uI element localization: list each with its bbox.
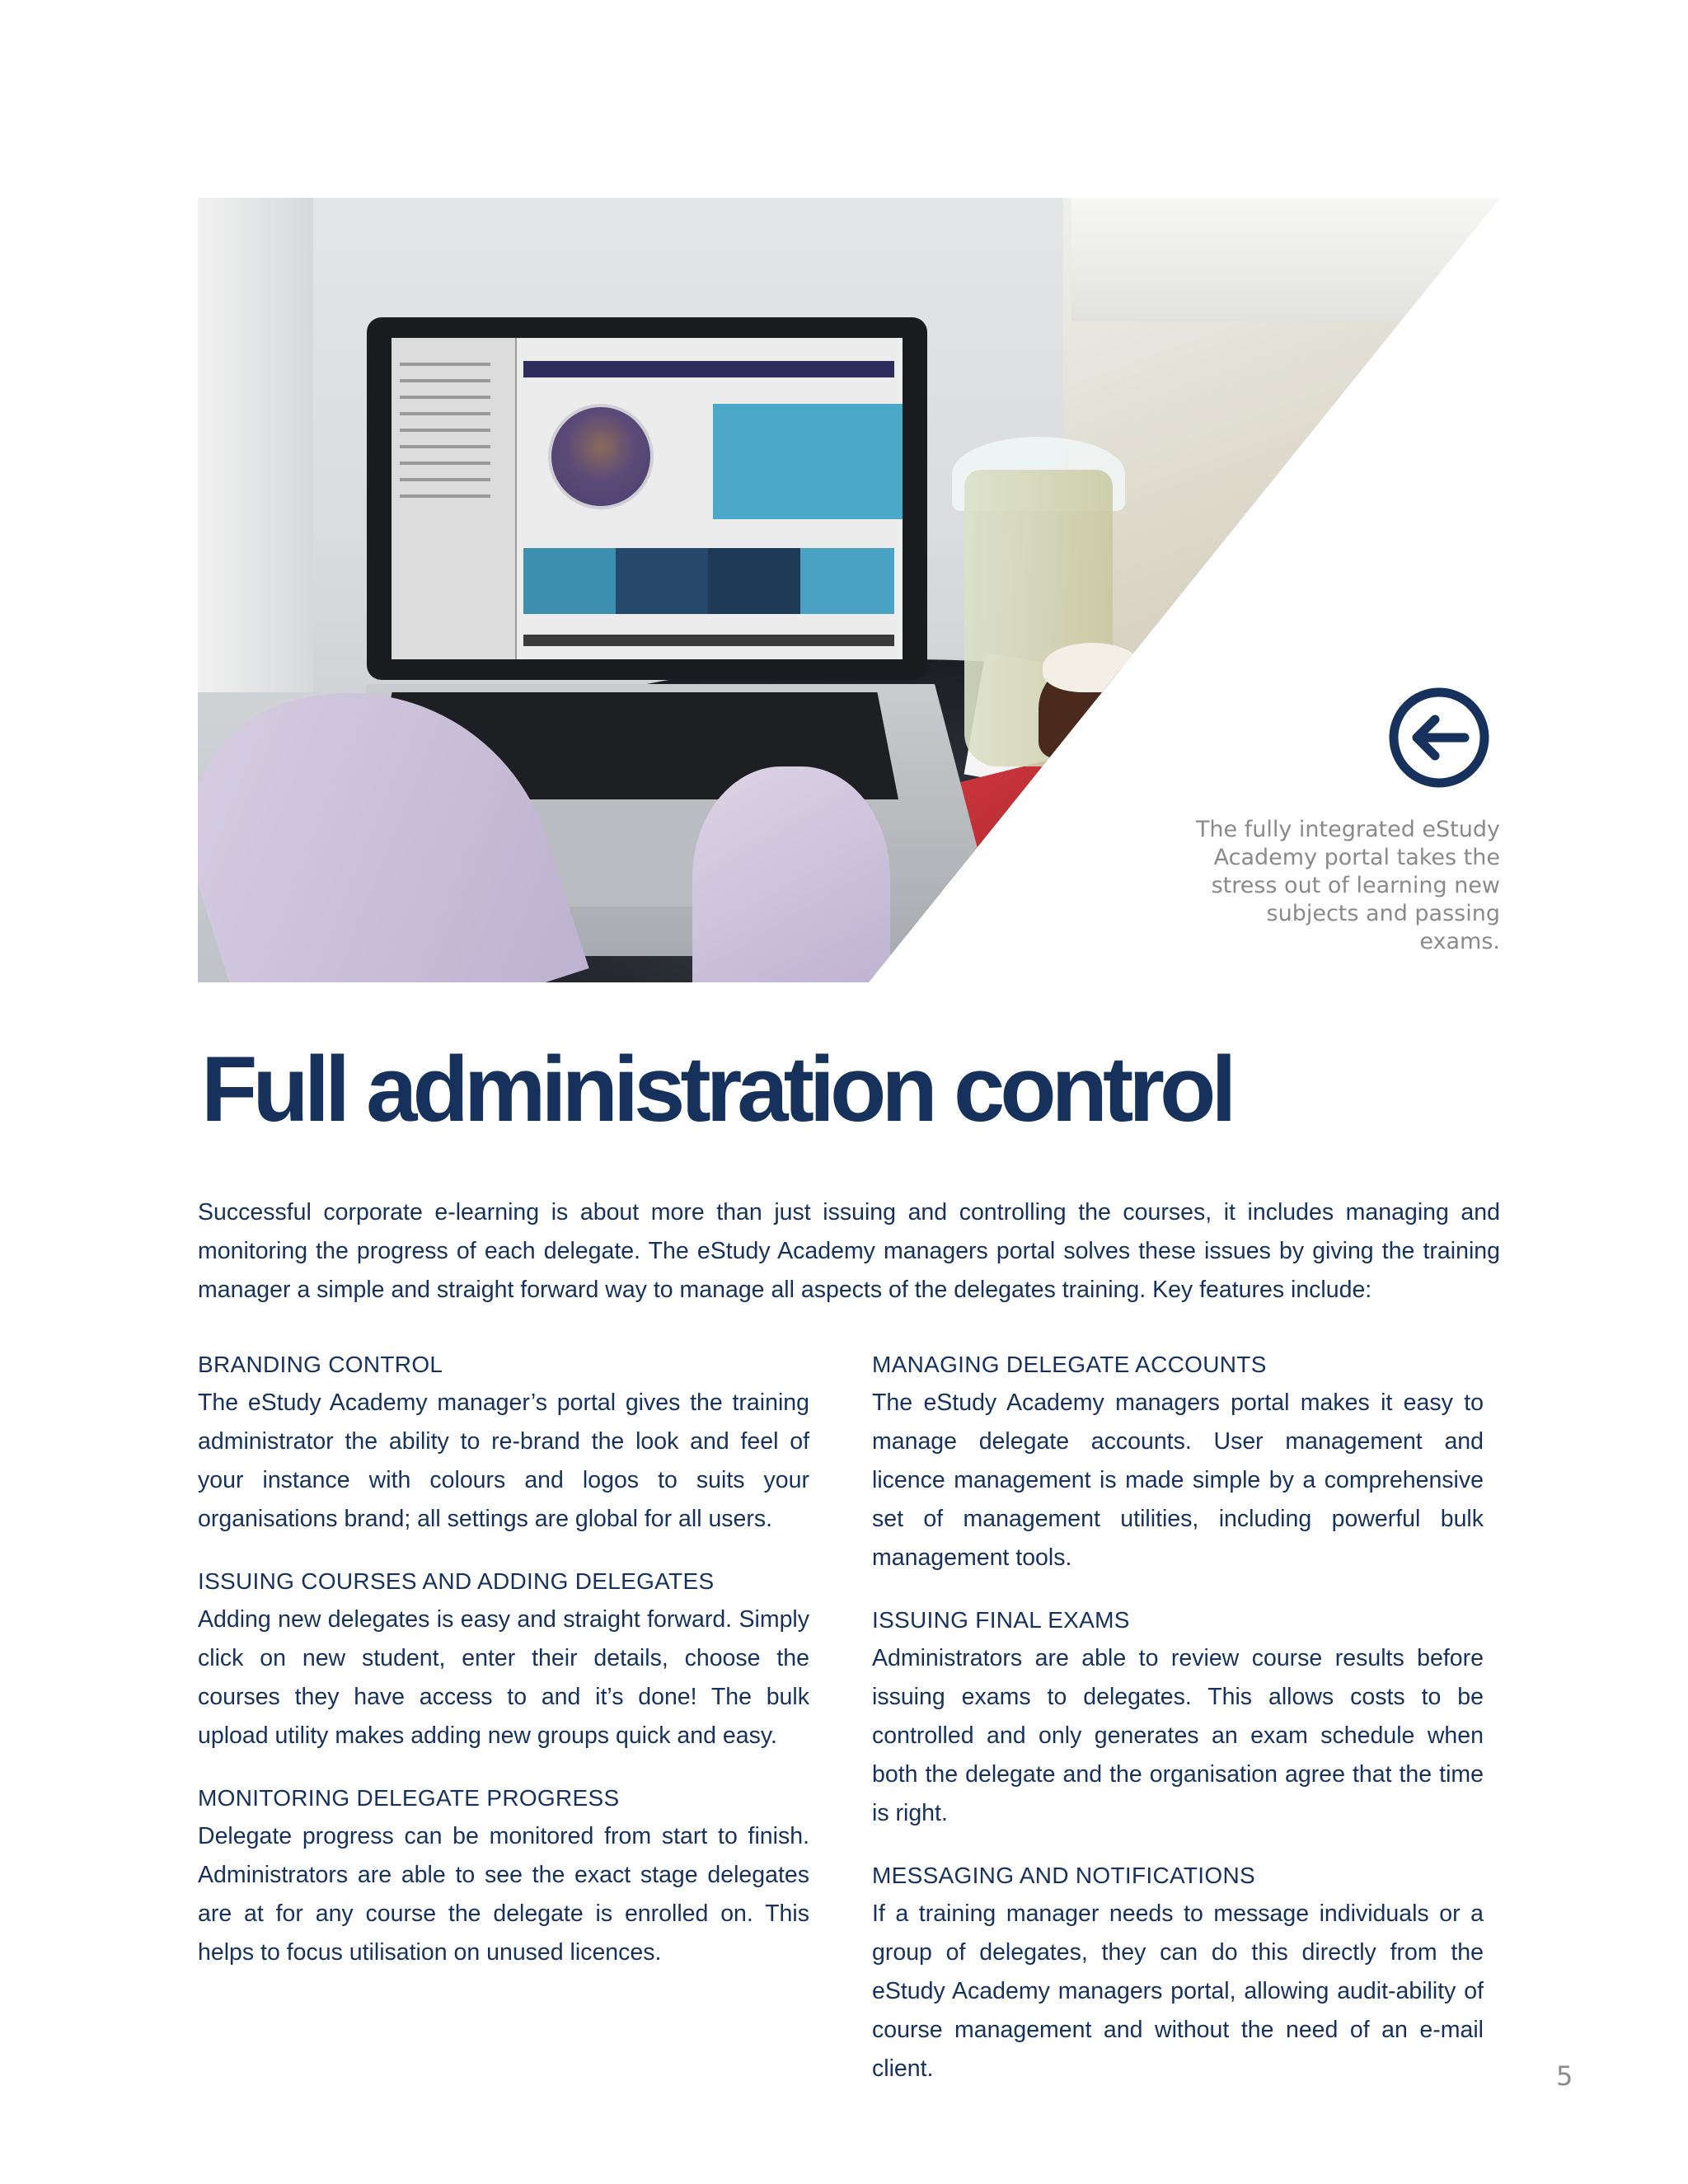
section-heading: MANAGING DELEGATE ACCOUNTS [872,1352,1267,1377]
section-messaging [872,1856,1484,2088]
photo-caption: The fully integrated eStudy Academy portal takes the stress out of learning new subjects and passing exams. [1195,817,1500,954]
section-body: Delegate progress can be monitored from start to finish. Administrators are able to see the exact stage delegates are at for any course the delegate is enrolled on. This helps to focus utilisation on unused licences. [198,1823,809,1966]
section-body: Administrators are able to review course results before issuing exams to delegates. This allows costs to be controlled and only generates an exam schedule when both the delegate and the organisation agree that the time is right. [872,1645,1484,1826]
left-column [198,1345,809,1995]
right-column [872,1345,1484,2111]
laptop-display [392,338,903,659]
section-heading: BRANDING CONTROL [198,1352,443,1377]
page-title: Full administration control [201,1038,1232,1141]
section-heading: ISSUING FINAL EXAMS [872,1607,1130,1633]
intro-paragraph: Successful corporate e-learning is about more than just issuing and controlling the courses, it includes managing and monitoring the progress of each delegate. The eStudy Academy managers portal solves these issues by giving the training manager a simple and straight forward way to manage all aspects of the delegates training. Key features include: [198,1199,1500,1303]
section-body: The eStudy Academy managers portal makes it easy to manage delegate accounts. User management and licence management is made simple by a comprehensive set of management utilities, including powerful bulk management tools. [872,1390,1484,1571]
section-heading: ISSUING COURSES AND ADDING DELEGATES [198,1568,715,1594]
section-body: If a training manager needs to message individuals or a group of delegates, they can do this directly from the eStudy Academy managers portal, allowing audit-ability of course management and without the need of an e-mail client. [872,1900,1484,2082]
section-issuing-courses [198,1562,809,1755]
section-body: Adding new delegates is easy and straight forward. Simply click on new student, enter their details, choose the courses they have access to and it’s done! The bulk upload utility makes adding new groups quick and easy. [198,1606,809,1749]
section-managing-accounts [872,1345,1484,1577]
page-number: 5 [1556,2060,1573,2092]
section-body: The eStudy Academy manager’s portal gives the training administrator the ability to re-brand the look and feel of your instance with colours and logos to suits your organisations brand; all settings are global for all users. [198,1390,809,1532]
arrow-left-circle-icon[interactable] [1387,686,1491,790]
section-monitoring-progress [198,1779,809,1972]
section-branding-control [198,1345,809,1539]
section-final-exams [872,1601,1484,1833]
section-heading: MONITORING DELEGATE PROGRESS [198,1785,620,1811]
section-heading: MESSAGING AND NOTIFICATIONS [872,1863,1255,1888]
